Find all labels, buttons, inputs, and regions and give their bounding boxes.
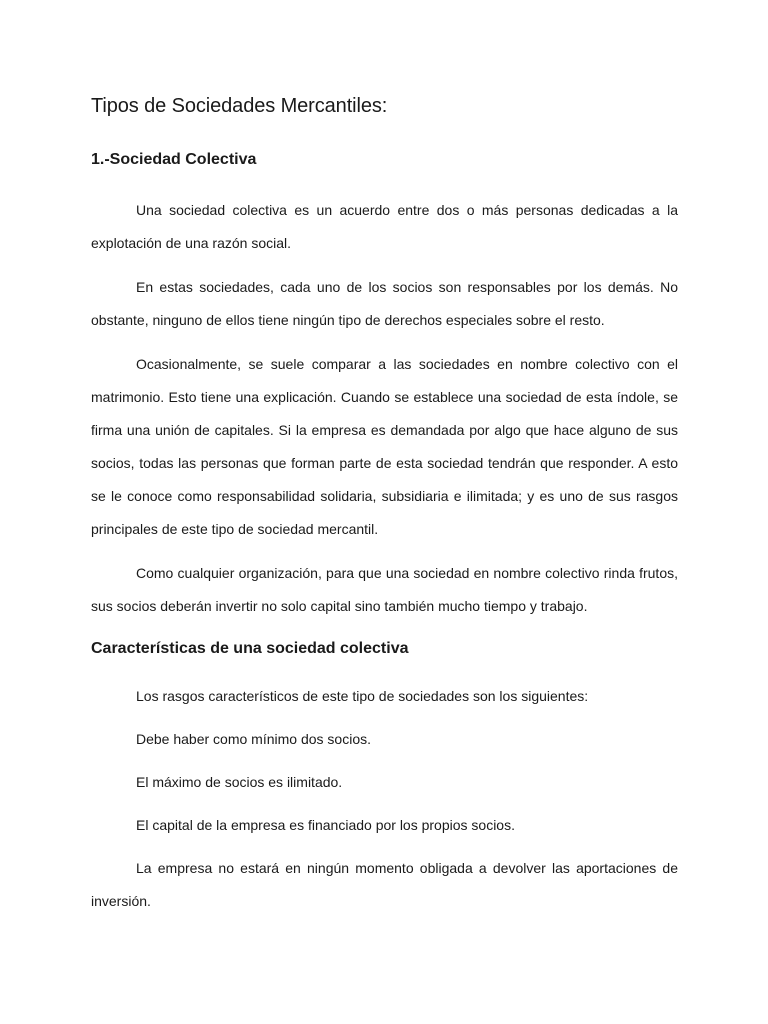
list-item: El capital de la empresa es financiado por los propios socios. <box>136 817 515 833</box>
list-item: Los rasgos característicos de este tipo de sociedades son los siguientes: <box>136 688 589 704</box>
paragraph: En estas sociedades, cada uno de los socios son responsables por los demás. No obstante, ninguno de ellos tiene ningún tipo de derechos especiales sobre el resto. <box>91 279 678 328</box>
list-item: Debe haber como mínimo dos socios. <box>136 731 371 747</box>
document-title: Tipos de Sociedades Mercantiles: <box>91 95 388 117</box>
paragraph: Como cualquier organización, para que una sociedad en nombre colectivo rinda frutos, sus socios deberán invertir no solo capital sino también mucho tiempo y trabajo. <box>91 565 678 614</box>
section-heading-sociedad-colectiva: 1.-Sociedad Colectiva <box>91 151 257 168</box>
document-body <box>91 92 678 918</box>
list-item: El máximo de socios es ilimitado. <box>136 774 343 790</box>
list-item: La empresa no estará en ningún momento obligada a devolver las aportaciones de inversión. <box>91 860 678 909</box>
section-heading-caracteristicas: Características de una sociedad colectiva <box>91 640 409 657</box>
paragraph: Ocasionalmente, se suele comparar a las sociedades en nombre colectivo con el matrimonio. Esto tiene una explicación. Cuando se establece una sociedad de esta índole, se firma una unión de capitales. Si la empresa es demandada por algo que hace alguno de sus socios, todas las personas que forman parte de esta sociedad tendrán que responder. A esto se le conoce como responsabilidad solidaria, subsidiaria e ilimitada; y es uno de sus rasgos principales de este tipo de sociedad mercantil. <box>91 356 678 537</box>
paragraph: Una sociedad colectiva es un acuerdo entre dos o más personas dedicadas a la explotación de una razón social. <box>91 202 678 251</box>
